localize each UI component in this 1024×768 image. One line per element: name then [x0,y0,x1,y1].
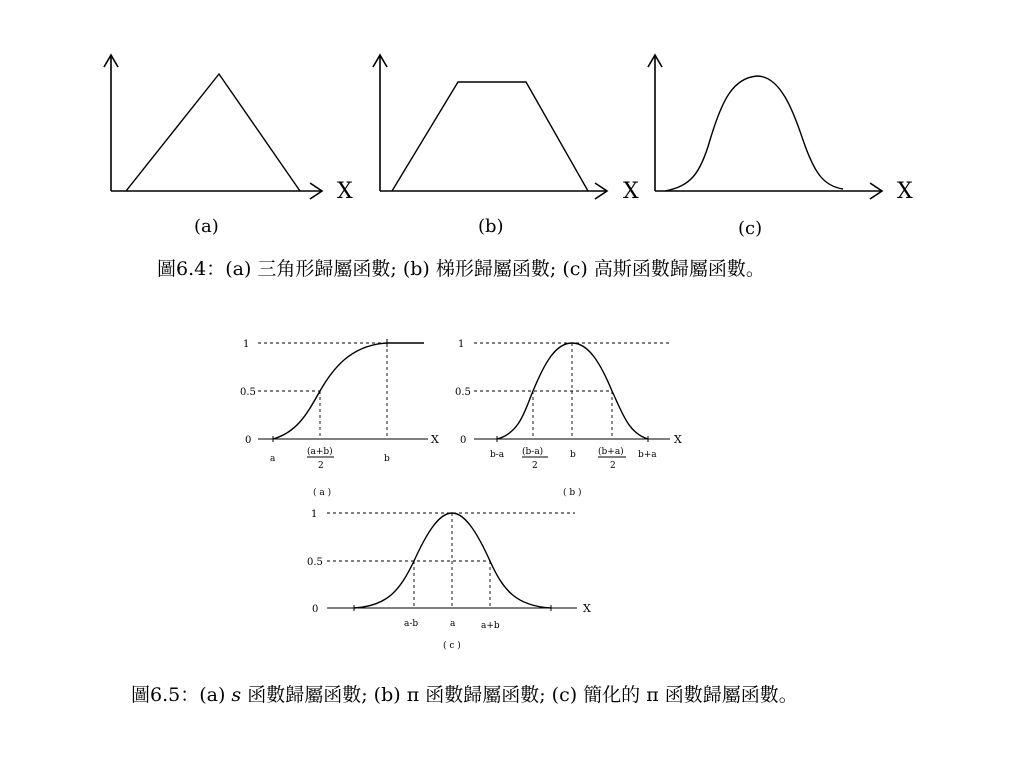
fig65-panel-a [240,339,439,498]
x-label-left: a-b [404,619,419,629]
panel-label: (a) [194,216,219,237]
figure-6-5-caption [131,680,798,707]
fig64-panel-c [648,55,913,239]
y-tick-0: 0 [245,435,252,446]
x-label-mid-num: (a+b) [307,447,333,457]
gaussian-curve [665,76,843,191]
fig65-panel-b [455,339,682,498]
x-label-right: b+a [638,450,657,460]
y-tick-05: 0.5 [240,387,256,398]
caption-prefix: 圖6.5：(a) [131,684,232,706]
triangle-curve [126,74,300,191]
trapezoid-curve [392,82,588,191]
x-label-rmid-num: (b+a) [598,447,624,457]
fig64-panel-b [373,55,639,237]
x-label-center: b [570,450,576,460]
panel-label: (b) [478,216,504,237]
x-axis-label: X [583,602,591,615]
x-label-lmid-den: 2 [532,461,538,471]
x-label-lmid-num: (b-a) [522,447,544,457]
x-label-right: a+b [481,621,500,631]
x-label-left: b-a [490,450,505,460]
x-label-center: a [450,619,456,629]
y-tick-1: 1 [243,339,250,350]
simplified-pi-curve [354,513,551,608]
figure-6-4 [0,0,1024,250]
x-axis-label: X [674,433,682,446]
x-label-rmid-den: 2 [610,461,616,471]
panel-label: ( c ) [443,641,461,651]
x-label-a: a [270,454,276,464]
fig64-panel-a [104,55,353,237]
x-label-b: b [384,454,390,464]
caption-s-symbol: s [231,684,242,706]
panel-label: ( b ) [563,488,582,498]
y-tick-0: 0 [312,604,319,615]
y-tick-05: 0.5 [307,557,323,568]
x-axis-label: X [431,433,439,446]
figure-6-5 [0,320,1024,660]
panel-label: ( a ) [313,488,332,498]
y-tick-1: 1 [311,509,318,520]
y-tick-1: 1 [458,339,465,350]
caption-suffix: 函數歸屬函數; (b) π 函數歸屬函數; (c) 簡化的 π 函數歸屬函數。 [241,684,798,706]
x-axis-label: X [337,179,353,204]
figure-6-4-caption: 圖6.4：(a) 三角形歸屬函數; (b) 梯形歸屬函數; (c) 高斯函數歸屬函數。 [157,258,765,280]
panel-label: (c) [738,218,763,239]
x-label-mid-den: 2 [318,461,324,471]
y-tick-0: 0 [460,435,467,446]
x-axis-label: X [623,179,639,204]
x-axis-label: X [897,179,913,204]
y-tick-05: 0.5 [455,387,471,398]
fig65-panel-c [307,509,591,651]
